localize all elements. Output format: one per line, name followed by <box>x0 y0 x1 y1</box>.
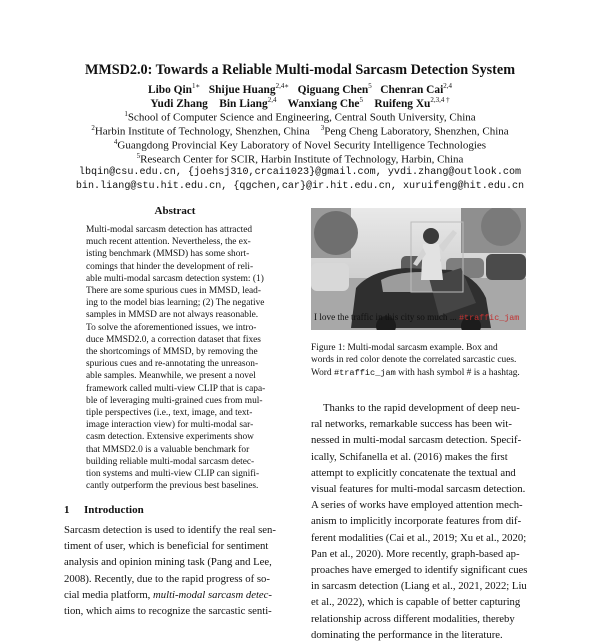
aff-text: Research Center for SCIR, Harbin Institute of Technology, Harbin, China <box>140 153 464 166</box>
abstract-line: duce MMSD2.0, a correction dataset that fixes <box>86 334 261 345</box>
abstract-line: cantly outperform the previous best baselines. <box>86 481 259 492</box>
abstract-line: To solve the aforementioned issues, we intro- <box>86 322 257 333</box>
intro-line: 2008). Recently, due to the rapid progress of so- <box>64 572 270 585</box>
author-name: Qiguang Chen <box>297 83 369 96</box>
paper-title: MMSD2.0: Towards a Reliable Multi-modal Sarcasm Detection System <box>84 62 516 78</box>
abstract-line: ble of leveraging multi-grained cues from mul- <box>86 395 263 406</box>
aff-text: Peng Cheng Laboratory, Shenzhen, China <box>324 125 509 138</box>
abstract-line: comings that hinder the development of reli- <box>86 261 254 272</box>
author-name: Chenran Cai <box>380 83 444 96</box>
email-line-2: bin.liang@stu.hit.edu.cn, {qgchen,car}@ir.hit.edu.cn, xuruifeng@hit.edu.cn <box>75 181 525 192</box>
body-line: in sarcasm detection (Liang et al., 2021, 2022; Liu <box>311 580 527 593</box>
aff-text: School of Computer Science and Engineering, Central South University, China <box>127 111 476 124</box>
aff-sup: 2 <box>91 124 95 132</box>
body-line: nessed in multi-modal sarcasm detection. Specif- <box>311 434 522 447</box>
author-name: Libo Qin <box>147 83 192 96</box>
abstract-line: much recent attention. Nevertheless, the ex- <box>86 237 251 248</box>
author-name: Yudi Zhang <box>150 97 208 110</box>
abstract-heading: Abstract <box>154 205 196 217</box>
intro-italic: multi-modal sarcasm detec- <box>153 588 272 601</box>
authors-line-1 <box>0 82 600 96</box>
author-name: Ruifeng Xu <box>374 97 431 110</box>
aff-sup: 4 <box>113 138 118 146</box>
author-sup: 2,4∗ <box>275 82 290 90</box>
body-line: anism to implicitly incorporate features from dif- <box>311 515 522 528</box>
abstract-line: casm detection. Extensive experiments show <box>86 432 254 443</box>
abstract-line: able samples. Meanwhile, we present a novel <box>86 371 256 382</box>
body-line: ral networks, remarkable success has been wit- <box>311 418 512 431</box>
section-1-heading <box>64 504 286 516</box>
body-line: relationship across different modalities, thereby <box>311 612 515 625</box>
author-sup: 5 <box>359 96 363 104</box>
abstract-line: isting benchmark (MMSD) has some short- <box>86 249 250 260</box>
body-line: attempt to explicitly concatenate the textual and <box>311 466 516 479</box>
caption-line: Figure 1: Multi-modal sarcasm example. Box and <box>311 343 498 353</box>
intro-line: timent of user, which is beneficial for sentiment <box>64 540 269 553</box>
body-line: dominating the performance in the literature. <box>311 628 503 641</box>
section-title: Introduction <box>84 504 144 516</box>
abstract-line: Multi-modal sarcasm detection has attracted <box>86 225 253 235</box>
email-line-1: lbqin@csu.edu.cn, {joehsj310,crcai1023}@gmail.com, yvdi.zhang@outlook.com <box>78 167 522 178</box>
intro-line <box>64 587 286 603</box>
authors-line-2 <box>0 96 600 110</box>
caption-text: with hash symbol # is a hashtag. <box>398 367 520 378</box>
abstract-line: tion systems and multi-view CLIP can signifi- <box>86 469 260 480</box>
affiliation-5 <box>0 152 600 166</box>
aff-sup: 3 <box>320 124 325 132</box>
abstract-line: that MMSD2.0 is a valuable benchmark for <box>86 444 250 455</box>
body-line: Thanks to the rapid development of deep neu- <box>323 402 520 414</box>
affiliation-1 <box>0 110 600 124</box>
abstract-line: There are some spurious cues in MMSD, lead- <box>86 286 261 297</box>
abstract-body <box>86 224 266 492</box>
body-line: visual features for multi-modal sarcasm detection. <box>311 483 526 496</box>
author-sup: 5 <box>368 82 372 90</box>
author-sup: 1∗ <box>191 82 201 90</box>
author-name: Shijue Huang <box>208 83 276 96</box>
aff-text: Harbin Institute of Technology, Shenzhen, China <box>94 125 310 138</box>
intro-text: cial media platform, <box>64 588 151 601</box>
body-line: proaches have emerged to identify significant cues <box>311 564 528 577</box>
intro-line: tion, which aims to recognize the sarcastic senti- <box>64 605 272 618</box>
figure-1-text-caption <box>314 312 519 323</box>
caption-code: #traffic_jam <box>333 367 396 378</box>
author-sup: 2,4 <box>267 96 277 104</box>
author-sup: 2,3,4 † <box>430 96 450 104</box>
caption-line: words in red color denote the correlated sarcastic cues. <box>311 355 517 366</box>
abstract-line: building reliable multi-modal sarcasm detec- <box>86 456 255 467</box>
author-sup: 2,4 <box>443 82 453 90</box>
right-column-body <box>311 400 537 643</box>
body-line: ferent modalities (Cai et al., 2019; Xu et al., 2020; <box>311 531 527 544</box>
intro-body <box>64 522 286 619</box>
intro-line: analysis and opinion mining task (Pang and Lee, <box>64 556 272 569</box>
abstract-line: ing to the model bias learning; (2) The negative <box>86 298 265 309</box>
abstract-line: able multi-modal sarcasm detection system: (1) <box>86 273 264 284</box>
body-line: ically, Schifanella et al. (2016) makes the first <box>311 450 508 463</box>
hashtag-cue: #traffic_jam <box>459 313 520 323</box>
figure-1-caption <box>311 342 537 379</box>
abstract-line: tiple perspectives (i.e., text, image, and text- <box>86 408 253 419</box>
affiliation-4 <box>0 138 600 152</box>
image-caption-text: I love the traffic in this city so much ... <box>314 312 457 322</box>
section-number: 1 <box>64 504 70 516</box>
abstract-line: samples in MMSD are not always reasonable. <box>86 310 259 321</box>
abstract-line: the shortcomings of MMSD, by removing the <box>86 347 258 358</box>
body-line: et al., 2022), which is capable of better capturing <box>311 596 521 609</box>
abstract-line: framework called multi-view CLIP that is capa- <box>86 383 266 394</box>
aff-text: Guangdong Provincial Key Laboratory of Novel Security Intelligence Technologies <box>117 139 487 152</box>
caption-text: Word <box>311 367 332 378</box>
abstract-line: spurious cues and re-annotating the unreason- <box>86 359 259 370</box>
abstract-line: image interaction view) for multi-modal sar- <box>86 420 254 431</box>
aff-sup: 5 <box>136 152 141 160</box>
author-name: Bin Liang <box>219 97 268 110</box>
affiliation-2-3 <box>0 124 600 138</box>
caption-line <box>311 367 537 379</box>
aff-sup: 1 <box>124 110 128 118</box>
author-name: Wanxiang Che <box>287 97 360 110</box>
body-line: A series of works have employed attention mech- <box>311 499 523 512</box>
intro-line: Sarcasm detection is used to identify the real sen- <box>64 524 276 536</box>
body-line: Pan et al., 2020). More recently, graph-based ap- <box>311 547 520 560</box>
